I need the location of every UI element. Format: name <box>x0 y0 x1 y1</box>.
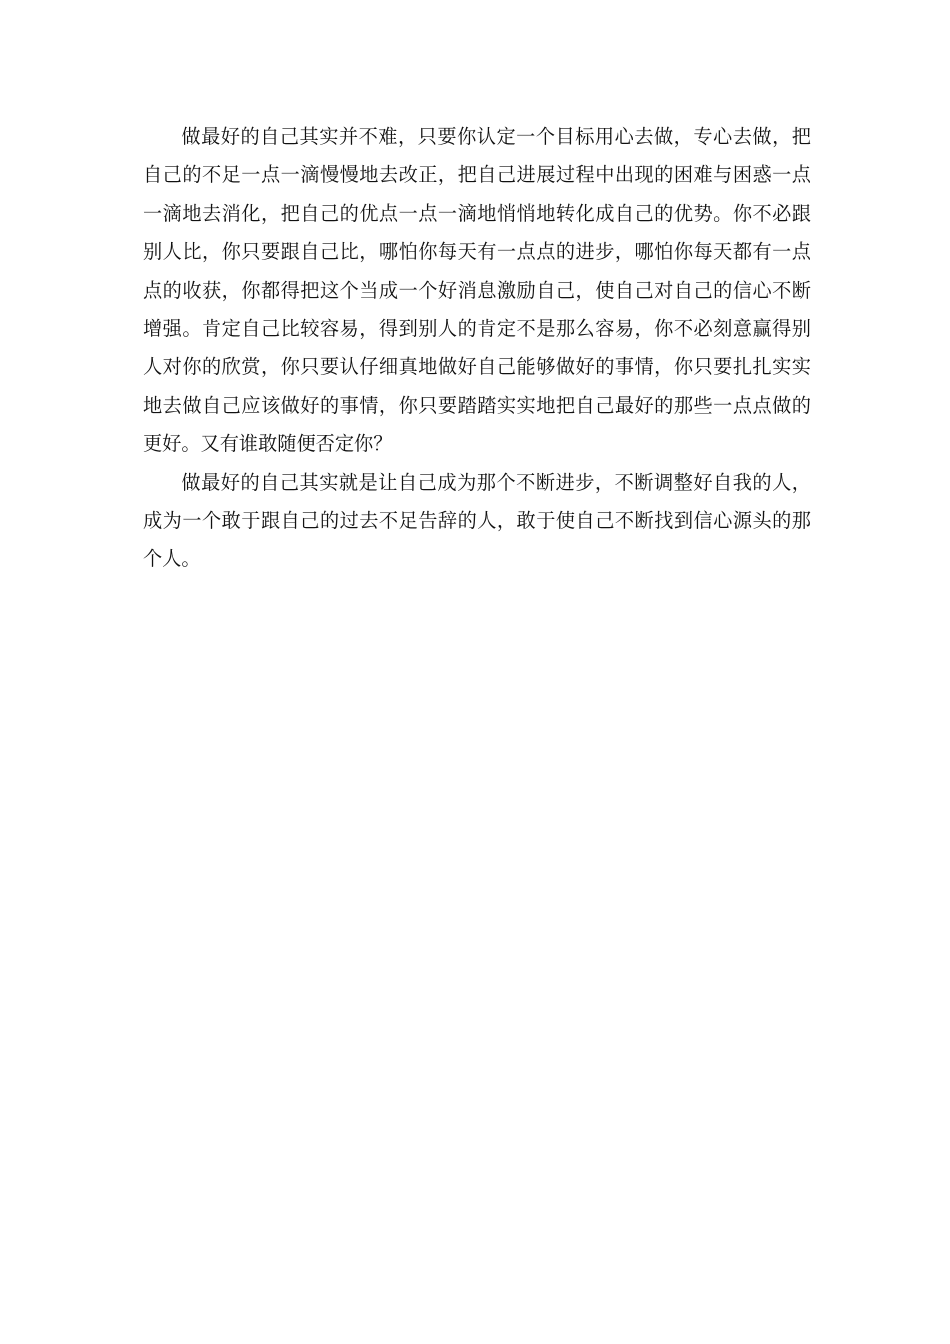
paragraph-1: 做最好的自己其实并不难，只要你认定一个目标用心去做，专心去做，把自己的不足一点一滴慢慢地去改正，把自己进展过程中出现的困难与困惑一点一滴地去消化，把自己的优点一点一滴地悄悄地转化成自己的优势。你不必跟别人比，你只要跟自己比，哪怕你每天有一点点的进步，哪怕你每天都有一点点的收获，你都得把这个当成一个好消息激励自己，使自己对自己的信心不断增强。肯定自己比较容易，得到别人的肯定不是那么容易，你不必刻意赢得别人对你的欣赏，你只要认仔细真地做好自己能够做好的事情，你只要扎扎实实地去做自己应该做好的事情，你只要踏踏实实地把自己最好的那些一点点做的更好。又有谁敢随便否定你？ <box>143 125 811 456</box>
document-body <box>143 118 811 579</box>
paragraph-2: 做最好的自己其实就是让自己成为那个不断进步，不断调整好自我的人，成为一个敢于跟自己的过去不足告辞的人，敢于使自己不断找到信心源头的那个人。 <box>143 470 811 571</box>
